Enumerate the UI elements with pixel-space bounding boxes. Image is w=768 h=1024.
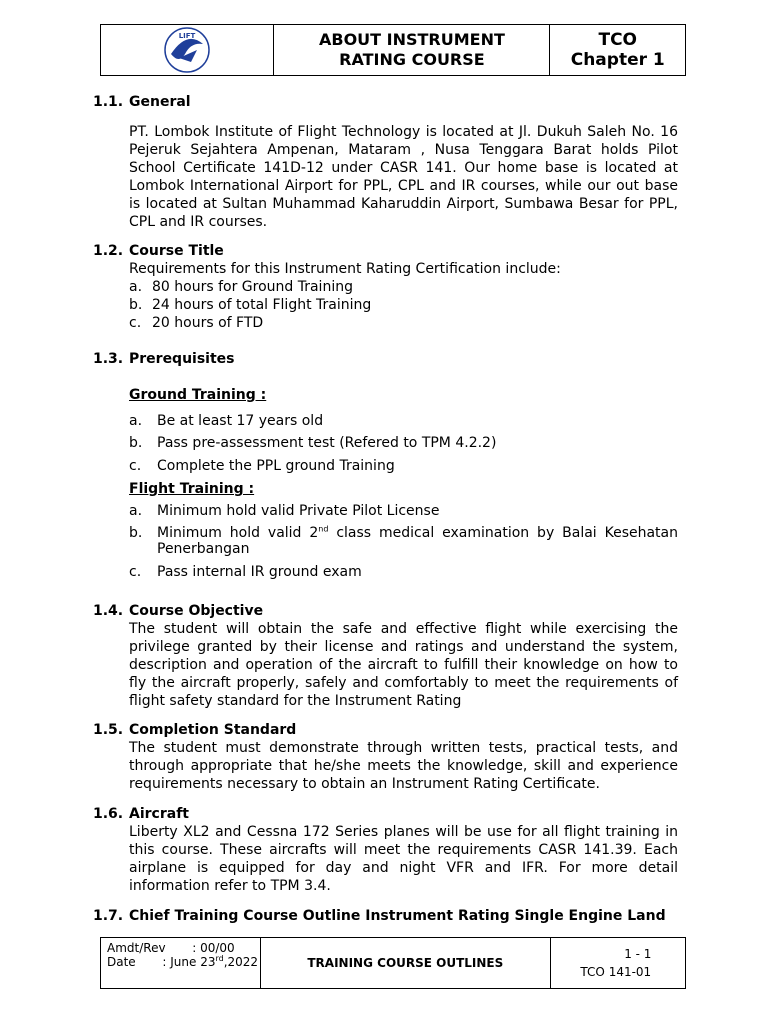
chapter-ref-line1: TCO xyxy=(598,30,637,50)
section-number: 1.5. xyxy=(93,722,124,738)
list-text: Be at least 17 years old xyxy=(157,413,324,429)
list-text: Pass internal IR ground exam xyxy=(157,564,362,580)
list-marker: a. xyxy=(129,413,143,429)
section-number: 1.2. xyxy=(93,243,124,259)
document-title-cell xyxy=(274,25,550,75)
footer-title: TRAINING COURSE OUTLINES xyxy=(307,956,504,970)
section-heading xyxy=(93,242,678,260)
chapter-ref-cell xyxy=(550,25,685,75)
section-heading xyxy=(93,350,678,368)
section-title: Completion Standard xyxy=(129,722,297,738)
list-marker: a. xyxy=(129,279,143,295)
ordinal-suffix: nd xyxy=(318,524,329,534)
section-heading xyxy=(93,602,678,620)
list-marker: c. xyxy=(129,564,142,580)
ground-training-list xyxy=(129,412,678,475)
list-item xyxy=(129,502,678,520)
section-number: 1.1. xyxy=(93,94,124,110)
list-marker: c. xyxy=(129,458,142,474)
list-marker: b. xyxy=(129,525,143,541)
section-heading xyxy=(93,93,678,111)
requirements-list xyxy=(129,278,678,332)
section-aircraft xyxy=(93,805,678,895)
document-code: TCO 141-01 xyxy=(580,965,652,979)
section-title: Course Title xyxy=(129,243,224,259)
list-item xyxy=(129,412,678,430)
list-marker: a. xyxy=(129,503,143,519)
list-item xyxy=(129,314,678,332)
list-item xyxy=(129,278,678,296)
page-ref-cell xyxy=(551,938,685,988)
list-text: 80 hours for Ground Training xyxy=(152,279,353,295)
section-number: 1.6. xyxy=(93,806,124,822)
list-item xyxy=(129,563,678,581)
section-body: PT. Lombok Institute of Flight Technology is located at Jl. Dukuh Saleh No. 16 Pejeruk Sejahtera Ampenan, Mataram , Nusa Tenggara Barat holds Pilot School Certificate 141D-12 under CASR 141. Our home base is located at Lombok International Airport for PPL, CPL and IR courses, while our out base is located at Sultan Muhammad Kaharuddin Airport, Sumbawa Besar for PPL, CPL and IR courses. xyxy=(129,124,678,230)
list-marker: b. xyxy=(129,435,143,451)
section-title: Aircraft xyxy=(129,806,189,822)
section-course-outline xyxy=(93,907,678,925)
list-text: 24 hours of total Flight Training xyxy=(152,297,372,313)
list-text-part: Minimum hold valid 2 xyxy=(157,525,319,541)
section-body: The student will obtain the safe and effective flight while exercising the privilege granted by their license and ratings and understand the system, description and operation of the aircraft to fulfill their knowledge on how to fly the aircraft properly, safely and comfortably to meet the requirements of flight safety standard for the Instrument Rating xyxy=(129,621,678,709)
flight-training-list xyxy=(129,502,678,581)
section-course-objective xyxy=(93,602,678,710)
issue-date xyxy=(107,954,259,969)
issue-date-year: ,2022 xyxy=(223,955,259,969)
section-number: 1.7. xyxy=(93,908,124,924)
flight-training-heading: Flight Training : xyxy=(129,481,255,497)
section-number: 1.4. xyxy=(93,603,124,619)
list-marker: c. xyxy=(129,315,142,331)
list-item xyxy=(129,296,678,314)
document-title-line2: RATING COURSE xyxy=(339,50,485,69)
list-text: Complete the PPL ground Training xyxy=(157,458,395,474)
section-general xyxy=(93,93,678,231)
chapter-ref-line2: Chapter 1 xyxy=(570,50,665,70)
section-title: Course Objective xyxy=(129,603,264,619)
revision-info-cell xyxy=(101,938,261,988)
section-number: 1.3. xyxy=(93,351,124,367)
section-heading xyxy=(93,805,678,823)
section-body: The student must demonstrate through written tests, practical tests, and through appropriate that he/she meets the knowledge, skill and experience requirements necessary to obtain an Instrument Rating Certificate. xyxy=(129,740,678,792)
section-body: Liberty XL2 and Cessna 172 Series planes will be use for all flight training in this course. These aircrafts will meet the requirements CASR 141.39. Each airplane is equipped for day and night VFR and IFR. For more detail information refer to TPM 3.4. xyxy=(129,824,678,894)
header-table xyxy=(100,24,686,76)
list-text: 20 hours of FTD xyxy=(152,315,264,331)
ordinal-suffix: rd xyxy=(215,954,224,963)
issue-date-main: Date : June 23 xyxy=(107,955,216,969)
ground-training-heading: Ground Training : xyxy=(129,387,267,403)
section-title: Chief Training Course Outline Instrument Rating Single Engine Land xyxy=(129,908,666,924)
footer-table xyxy=(100,937,686,989)
list-item xyxy=(129,457,678,475)
section-completion-standard xyxy=(93,721,678,793)
section-course-title xyxy=(93,242,678,332)
logo-text: LIFT xyxy=(178,32,196,40)
list-text: Pass pre-assessment test (Refered to TPM 4.2.2) xyxy=(157,435,497,451)
section-prerequisites xyxy=(93,350,678,581)
list-text: Minimum hold valid Private Pilot License xyxy=(157,503,440,519)
amendment-revision: Amdt/Rev : 00/00 xyxy=(107,941,235,955)
list-text xyxy=(157,525,678,557)
section-intro: Requirements for this Instrument Rating Certification include: xyxy=(129,261,561,277)
section-heading xyxy=(93,907,678,925)
list-item xyxy=(129,525,678,557)
logo-cell xyxy=(101,25,274,75)
list-marker: b. xyxy=(129,297,143,313)
list-item xyxy=(129,434,678,452)
section-heading xyxy=(93,721,678,739)
section-title: Prerequisites xyxy=(129,351,235,367)
lift-logo-icon xyxy=(157,24,217,76)
list-text-part: class medical examination by Balai Kesehatan Penerbangan xyxy=(157,525,678,557)
page-number: 1 - 1 xyxy=(624,947,652,961)
footer-title-cell xyxy=(261,938,551,988)
section-title: General xyxy=(129,94,191,110)
document-title-line1: ABOUT INSTRUMENT xyxy=(318,30,505,49)
